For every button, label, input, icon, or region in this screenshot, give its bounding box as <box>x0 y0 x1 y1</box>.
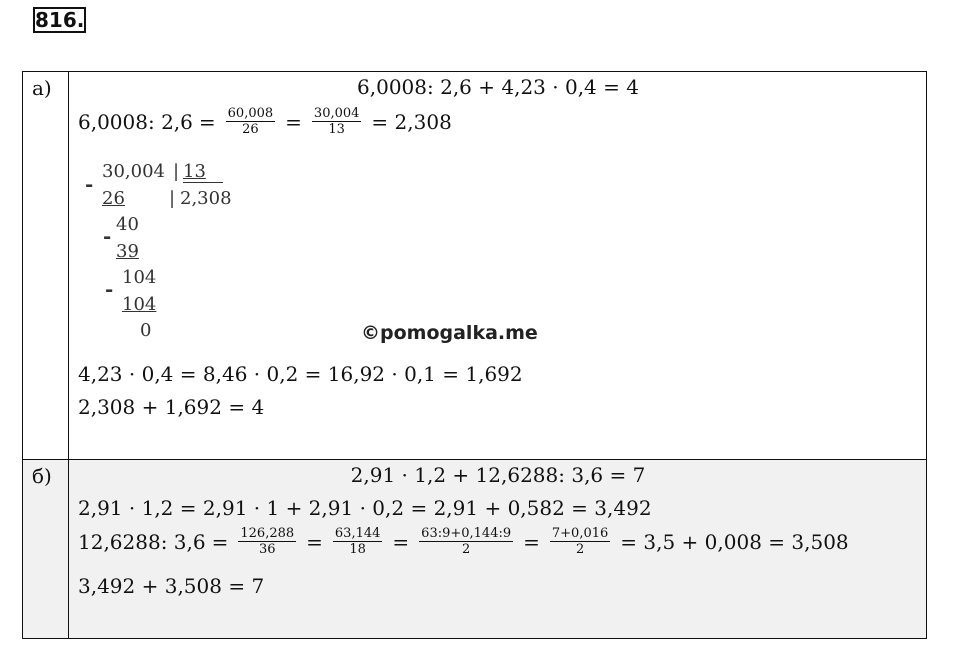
ld-divisor-line <box>183 182 223 183</box>
fraction-numerator: 30,004 <box>313 106 360 121</box>
ld-dividend: 30,004 <box>102 161 165 182</box>
part-a-row <box>22 71 927 461</box>
ld-sub2: 39 <box>116 241 139 262</box>
fraction-denominator: 18 <box>349 542 366 557</box>
part-a-line1-lhs: 6,0008: 2,6 <box>78 109 193 134</box>
watermark: ©pomogalka.me <box>361 322 538 344</box>
equals-sign: = <box>523 529 540 554</box>
fraction-numerator: 63,144 <box>334 526 381 541</box>
fraction-numerator: 126,288 <box>240 526 295 541</box>
ld-divisor: 13 <box>183 161 206 182</box>
part-b-label: б) <box>32 464 52 488</box>
part-b-header: 2,91 · 1,2 + 12,6288: 3,6 = 7 <box>350 463 646 487</box>
fraction <box>550 526 610 557</box>
part-b-line3: 3,492 + 3,508 = 7 <box>78 574 265 598</box>
fraction-numerator: 63:9+0,144:9 <box>421 526 512 541</box>
part-b-line2-lhs: 12,6288: 3,6 <box>78 529 206 554</box>
part-b-line2 <box>78 526 855 557</box>
ld-sub1: 26 <box>102 188 125 209</box>
fraction-denominator: 36 <box>258 542 276 557</box>
equals-sign: = <box>198 109 216 134</box>
problem-number: 816. <box>35 8 85 32</box>
ld-bar: | <box>173 161 180 182</box>
fraction-numerator: 60,008 <box>227 106 274 121</box>
part-a-line2: 4,23 · 0,4 = 8,46 · 0,2 = 16,92 · 0,1 = 1,692 <box>78 362 523 386</box>
part-a-line1-result: = 2,308 <box>371 109 452 134</box>
fraction <box>226 106 276 137</box>
fraction-denominator: 26 <box>242 122 259 137</box>
part-a-line3: 2,308 + 1,692 = 4 <box>78 395 265 419</box>
fraction-denominator: 2 <box>462 542 471 557</box>
minus-sign: - <box>103 224 112 248</box>
fraction <box>238 526 296 557</box>
part-b-line1: 2,91 · 1,2 = 2,91 · 1 + 2,91 · 0,2 = 2,91 + 0,582 = 3,492 <box>78 496 652 520</box>
part-a-line1 <box>78 106 458 137</box>
equals-sign: = <box>285 109 302 134</box>
part-b-content <box>70 460 926 638</box>
solution-table <box>22 71 927 639</box>
fraction <box>333 526 383 557</box>
ld-bar: | <box>169 188 176 209</box>
part-b-row <box>22 459 927 639</box>
part-a-header: 6,0008: 2,6 + 4,23 · 0,4 = 4 <box>357 75 639 99</box>
ld-quotient: 2,308 <box>180 188 232 209</box>
minus-sign: - <box>105 277 114 301</box>
fraction <box>419 526 513 557</box>
part-a-label: а) <box>32 76 52 100</box>
equals-sign: = <box>392 529 410 554</box>
ld-rem1: 40 <box>116 214 139 235</box>
part-b-label-cell <box>23 460 69 638</box>
minus-sign: - <box>85 172 94 196</box>
part-a-content <box>70 72 926 460</box>
equals-sign: = <box>306 529 323 554</box>
part-b-line2-result: = 3,5 + 0,008 = 3,508 <box>620 529 849 554</box>
part-a-label-cell <box>23 72 69 460</box>
fraction <box>312 106 362 137</box>
ld-sub3: 104 <box>122 294 157 315</box>
ld-rem2: 104 <box>122 267 157 288</box>
equals-sign: = <box>211 529 229 554</box>
fraction-numerator: 7+0,016 <box>551 526 609 541</box>
ld-final: 0 <box>140 320 152 341</box>
fraction-denominator: 2 <box>575 542 585 557</box>
fraction-denominator: 13 <box>328 122 345 137</box>
